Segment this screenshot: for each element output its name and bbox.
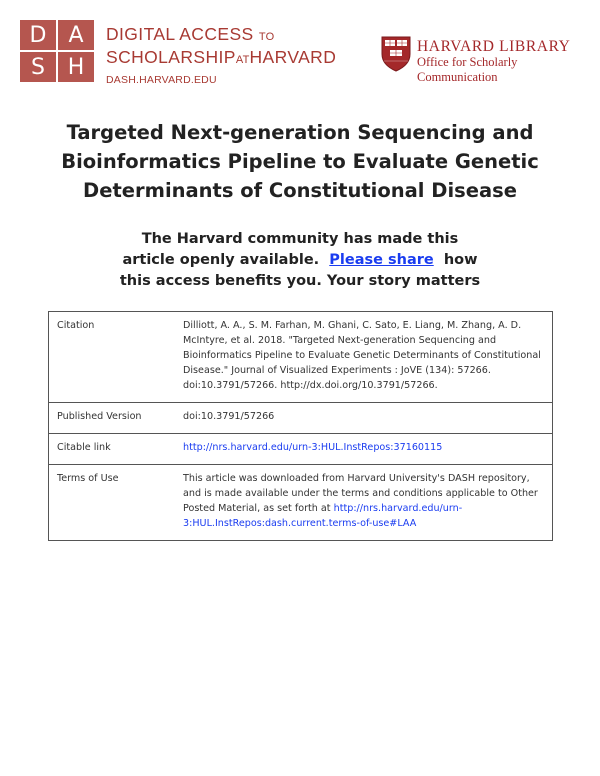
please-share-link[interactable]: Please share [329,252,434,268]
share-line-3: this access benefits you. Your story matters [119,273,481,289]
published-version-label: Published Version [49,403,176,434]
citable-link-label: Citable link [49,434,176,465]
dash-logo-letter-d: D [20,20,56,50]
terms-of-use-label: Terms of Use [49,465,176,541]
share-line-2-end: how [443,252,478,268]
metadata-table [48,311,553,541]
dash-title-line2 [106,47,336,70]
citation-label: Citation [49,312,176,403]
dash-logo-letter-s: S [20,52,56,82]
dash-title-small-word: TO [258,31,275,43]
citable-link[interactable]: http://nrs.harvard.edu/urn-3:HUL.InstRepos:37160115 [183,442,443,453]
harvard-library-subtitle: Office for Scholarly Communication [417,55,518,84]
share-line-1: The Harvard community has made this [141,231,459,247]
dash-logo-letter-h: H [58,52,94,82]
harvard-shield-icon [381,36,411,72]
dash-wordmark [106,24,336,86]
table-row [49,312,553,403]
harvard-library-title: HARVARD LIBRARY [417,38,571,55]
citation-value: Dilliott, A. A., S. M. Farhan, M. Ghani, C. Sato, E. Liang, M. Zhang, A. D. McIntyre, et al. 2018. "Targeted Next-generation Sequencing and Bioinformatics Pipeline to Evaluate Genetic Determinants of Constitutional Disease." Journal of Visualized Experiments : JoVE (134): 57266. doi:10.3791/57266. http://dx.doi.org/10.3791/57266. [175,312,553,403]
share-message [100,229,500,292]
harvard-library-wordmark [417,38,600,85]
table-row [49,434,553,465]
dash-url: DASH.HARVARD.EDU [106,74,217,86]
terms-of-use-text: This article was downloaded from Harvard University's DASH repository, and is made available under the terms and conditions applicable to Other Posted Material, as set forth at [183,473,538,514]
dash-title-word: SCHOLARSHIP [106,47,236,67]
share-line-2 [100,250,500,271]
dash-logo-letter-a: A [58,20,94,50]
terms-of-use-value [175,465,553,541]
table-row [49,465,553,541]
dash-title-word: HARVARD [249,47,337,67]
citable-link-cell [175,434,553,465]
table-row [49,403,553,434]
published-version-value: doi:10.3791/57266 [175,403,553,434]
terms-of-use-link[interactable]: http://nrs.harvard.edu/urn-3:HUL.InstRepos:dash.current.terms-of-use#LAA [183,503,463,529]
dash-logo [20,20,94,82]
share-line-2-text: article openly available. [122,252,320,268]
document-title: Targeted Next-generation Sequencing and Bioinformatics Pipeline to Evaluate Genetic Determinants of Constitutional Disease [61,121,539,202]
dash-title-line1 [106,24,336,47]
dash-title-small-word: AT [235,54,250,66]
dash-title-word: DIGITAL ACCESS [106,24,254,44]
